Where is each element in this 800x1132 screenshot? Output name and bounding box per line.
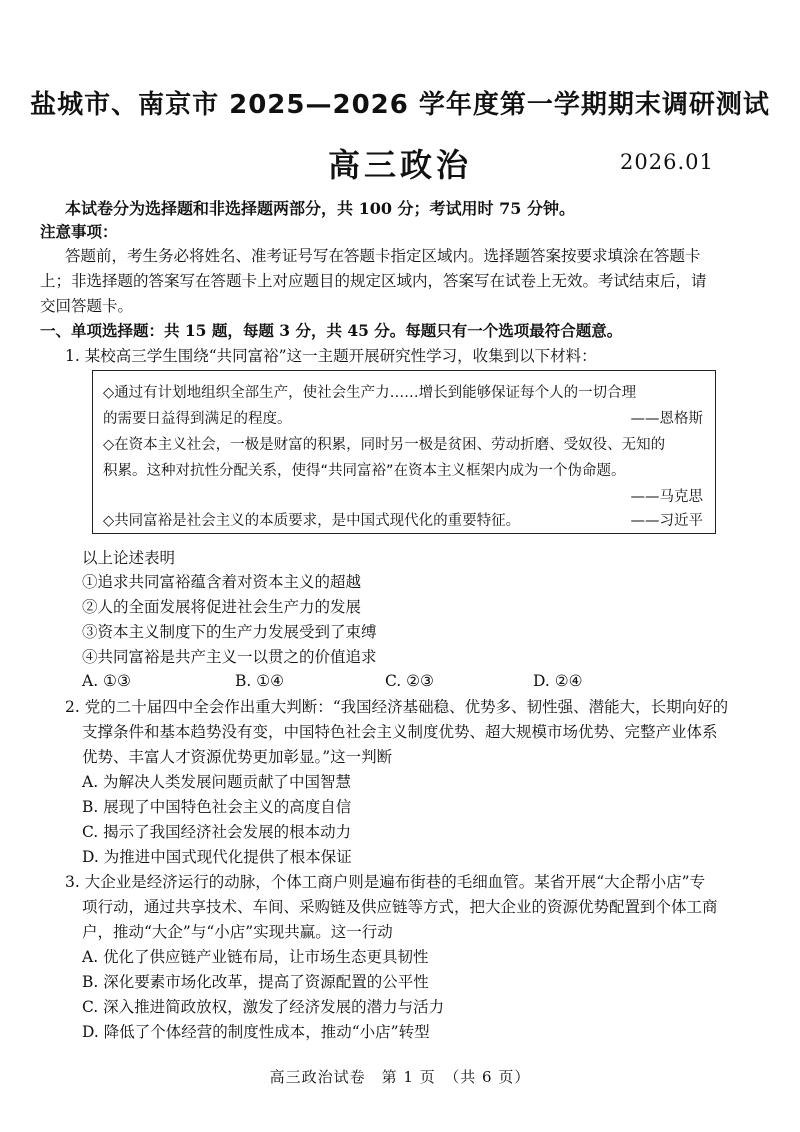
q2-option-d: D. 为推进中国式现代化提供了根本保证 — [82, 848, 352, 866]
quote-3-line-1: ◇共同富裕是社会主义的本质要求，是中国式现代化的重要特征。 — [103, 513, 521, 529]
exam-date: 2026.01 — [620, 150, 714, 174]
q3-option-c: C. 深入推进简政放权，激发了经济发展的潜力与活力 — [82, 998, 445, 1016]
q1-option-b: B. ①④ — [235, 672, 285, 690]
quote-2-line-1: ◇在资本主义社会，一极是财富的积累，同时另一极是贫困、劳动折磨、受奴役、无知的 — [103, 437, 666, 453]
q2-option-b: B. 展现了中国特色社会主义的高度自信 — [82, 798, 352, 816]
q1-statement-1: ①追求共同富裕蕴含着对资本主义的超越 — [82, 573, 362, 591]
q3-option-d: D. 降低了个体经营的制度性成本，推动“小店”转型 — [82, 1023, 430, 1041]
q1-statement-2: ②人的全面发展将促进社会生产力的发展 — [82, 598, 362, 616]
quote-3-attribution: ——习近平 — [630, 513, 703, 529]
page-footer: 高三政治试卷 第 1 页 （共 6 页） — [269, 1068, 531, 1086]
quote-1-line-1: ◇通过有计划地组织全部生产，使社会生产力……增长到能够保证每个人的一切合理 — [103, 385, 637, 401]
quote-2-line-2: 积累。这种对抗性分配关系，使得“共同富裕”在资本主义框架内成为一个伪命题。 — [103, 463, 626, 479]
q2-stem-line-2: 支撑条件和基本趋势没有变，中国特色社会主义制度优势、超大规模市场优势、完整产业体系 — [82, 723, 718, 741]
q1-statement-4: ④共同富裕是共产主义一以贯之的价值追求 — [82, 648, 377, 666]
notice-line-2: 上；非选择题的答案写在答题卡上对应题目的规定区域内，答案写在试卷上无效。考试结束后，请 — [40, 272, 707, 290]
q3-stem-line-3: 户，推动“大企”与“小店”实现共赢。这一行动 — [82, 923, 393, 941]
subject-title: 高三政治 — [327, 146, 472, 184]
quote-1-attribution: ——恩格斯 — [630, 411, 703, 427]
q1-option-c: C. ②③ — [385, 672, 434, 690]
notice-line-1: 答题前，考生务必将姓名、准考证号写在答题卡指定区域内。选择题答案按要求填涂在答题卡 — [65, 247, 701, 265]
q1-statement-3: ③资本主义制度下的生产力发展受到了束缚 — [82, 623, 377, 641]
q1-option-d: D. ②④ — [533, 672, 583, 690]
q2-stem-line-3: 优势、丰富人才资源优势更加彰显。”这一判断 — [82, 748, 393, 766]
q3-stem-line-1: 3. 大企业是经济运行的动脉，个体工商户则是遍布街巷的毛细血管。某省开展“大企帮小店”专 — [65, 873, 706, 891]
q3-stem-line-2: 项行动，通过共享技术、车间、采购链及供应链等方式，把大企业的资源优势配置到个体工商 — [82, 898, 718, 916]
q2-option-c: C. 揭示了我国经济社会发展的根本动力 — [82, 823, 352, 841]
q1-stem: 1. 某校高三学生围绕“共同富裕”这一主题开展研究性学习，收集到以下材料： — [65, 347, 597, 365]
exam-title: 盐城市、南京市 2025—2026 学年度第一学期期末调研测试 — [30, 90, 770, 120]
quote-box — [92, 370, 716, 534]
notice-line-3: 交回答题卡。 — [40, 297, 134, 315]
q3-option-a: A. 优化了供应链产业链布局，让市场生态更具韧性 — [82, 948, 429, 966]
quote-2-attribution: ——马克思 — [630, 489, 703, 505]
section-heading: 一、单项选择题：共 15 题，每题 3 分，共 45 分。每题只有一个选项最符合题意。 — [40, 321, 623, 340]
notice-heading: 注意事项： — [40, 222, 118, 241]
q2-stem-line-1: 2. 党的二十届四中全会作出重大判断：“我国经济基础稳、优势多、韧性强、潜能大，长期向好的 — [65, 698, 729, 716]
q1-option-a: A. ①③ — [82, 672, 131, 690]
exam-intro: 本试卷分为选择题和非选择题两部分，共 100 分；考试用时 75 分钟。 — [65, 199, 575, 218]
q2-option-a: A. 为解决人类发展问题贡献了中国智慧 — [82, 773, 352, 791]
quote-1-line-2: 的需要日益得到满足的程度。 — [103, 411, 292, 427]
q3-option-b: B. 深化要素市场化改革，提高了资源配置的公平性 — [82, 973, 429, 991]
q1-lead: 以上论述表明 — [82, 549, 176, 567]
